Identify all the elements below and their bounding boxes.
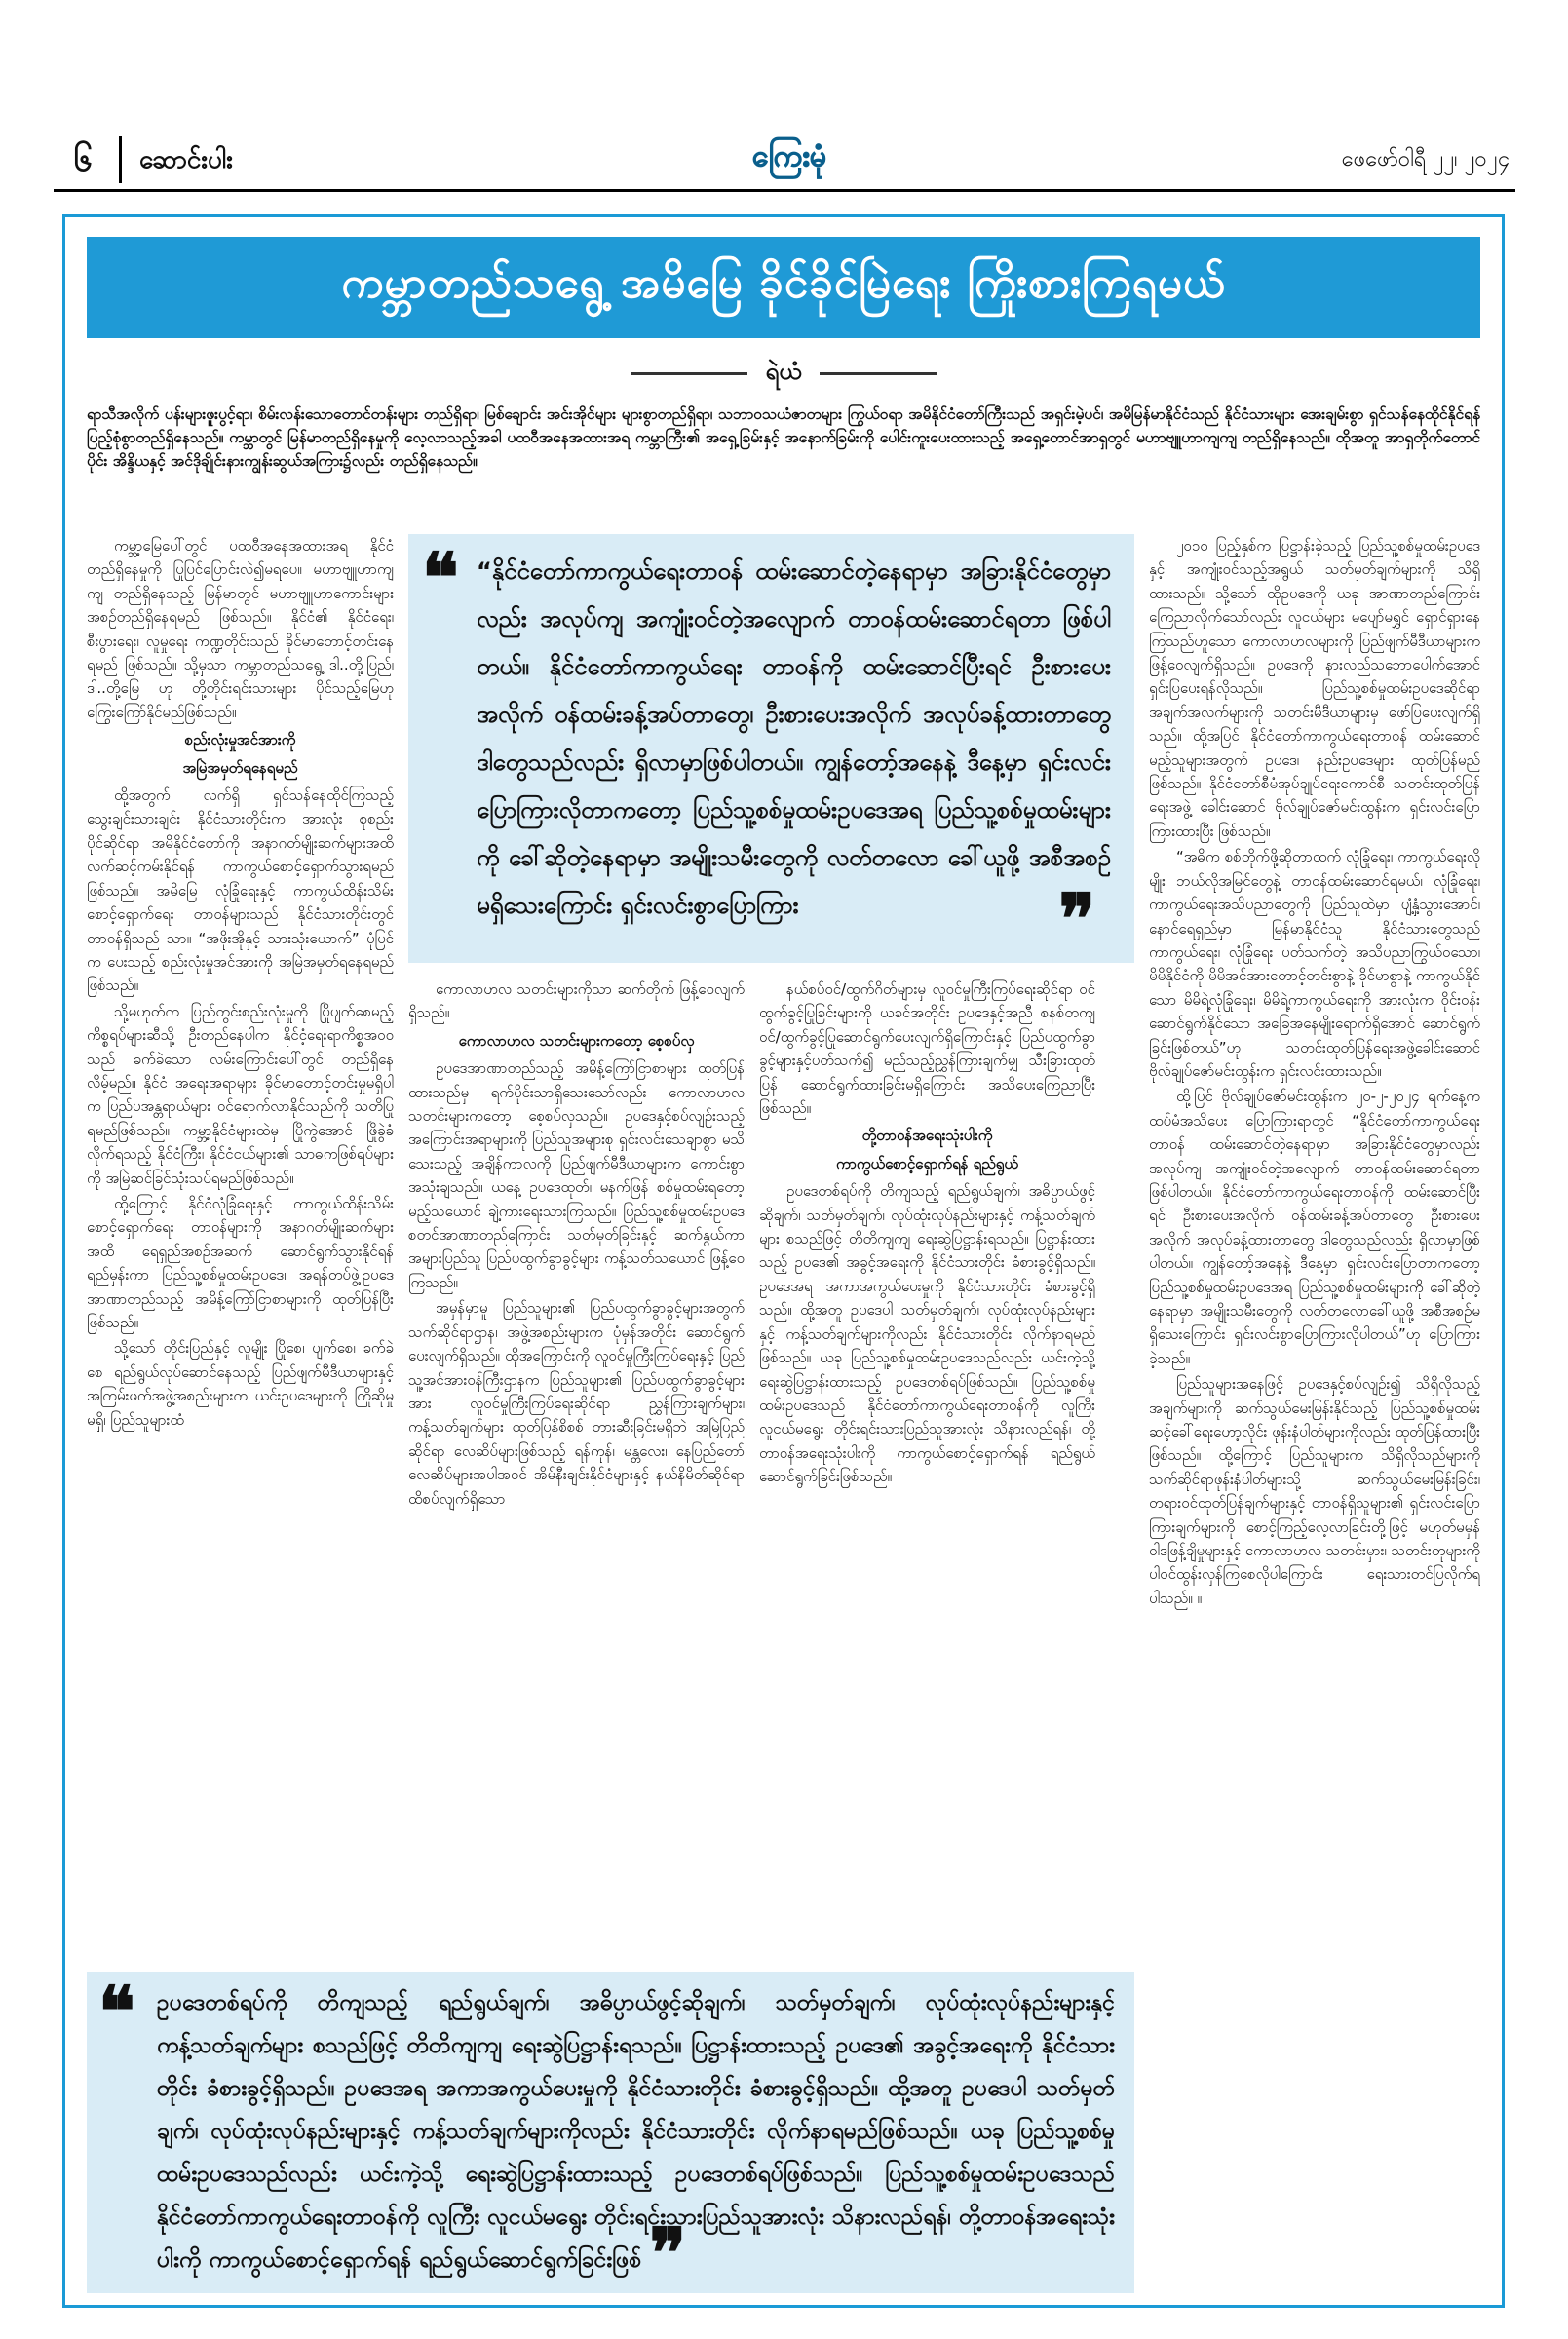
issue-date: ဖေဖော်ဝါရီ ၂၂၊ ၂၀၂၄ [1341,147,1510,172]
lede-paragraph: ရာသီအလိုက် ပန်းများဖူးပွင့်ရာ၊ စိမ်းလန်းသောတောင်တန်းများ တည်ရှိရာ၊ မြစ်ချောင်း အင်းအိုင်များ များစွာတည်ရှိရာ၊ သဘာဝသယံဇာတများ ကြွယ်ဝရာ အမိနိုင်ငံတော်ကြီးသည် အရှင်းမဲ့ပင်၊ အမိမြန်မာနိုင်ငံသည် နိုင်ငံသားများ အေးချမ်းစွာ ရှင်သန်နေထိုင်နိုင်ရန် ပြည့်စုံစွာတည်ရှိနေသည်။ ကမ္ဘာတွင် မြန်မာတည်ရှိနေမှုကို လေ့လာသည့်အခါ ပထဝီအနေအထားအရ ကမ္ဘာကြီး၏ အရှေ့ခြမ်းနှင့် အနောက်ခြမ်းကို ပေါင်းကူးပေးထားသည့် အရှေ့တောင်အာရှတွင် မဟာဗျူဟာကျကျ တည်ရှိနေသည်။ ထိုအတူ အာရှတိုက်တောင်ပိုင်း အိန္ဒိယနှင့် အင်ဒိုချိုင်းနားကျွန်းဆွယ်အကြား၌လည်း တည်ရှိနေသည်။ [87,405,1480,470]
paragraph: သို့မဟုတ်က ပြည်တွင်းစည်းလုံးမှုကို ပြိုပျက်စေမည့် ကိစ္စရပ်များဆီသို့ ဦးတည်နေပါက နိုင်ငံ့ရေးရာကိစ္စအဝဝသည် ခက်ခဲသော လမ်းကြောင်းပေါ်တွင် တည်ရှိနေလိမ့်မည်။ နိုင်ငံ အရေးအရာများ ခိုင်မာတောင့်တင်းမှုမရှိပါက ပြည်ပအန္တရာယ်များ ဝင်ရောက်လာနိုင်သည်ကို သတိပြုရမည်ဖြစ်သည်။ ကမ္ဘာ့နိုင်ငံများထဲမှ ပြိုကွဲအောင် ဖြိုခွဲခံလိုက်ရသည့် နိုင်ငံကြီး၊ နိုင်ငံငယ်များ၏ သာဓကဖြစ်ရပ်များကို အမြဲဆင်ခြင်သုံးသပ်ရမည်ဖြစ်သည်။ [87,1002,394,1187]
subheading: စည်းလုံးမှုအင်အားကို [184,731,296,749]
quote-open-icon: ❝ [422,537,459,618]
section-label: ဆောင်းပါး [119,136,250,183]
subheading: ကောလာဟလ သတင်းများကတော့ စေ့စပ်လှ [458,1031,695,1050]
byline-rule-left [631,372,747,375]
masthead-text: ကြေးမုံ [751,139,827,173]
paragraph: သို့သော် တိုင်းပြည်နှင့် လူမျိုး ပြိုစေ၊ ပျက်စေ၊ ခက်ခဲစေ ရည်ရွယ်လုပ်ဆောင်နေသည့် ပြည်ဖျက်မီဒီယာများနှင့် အကြမ်းဖက်အဖွဲ့အစည်းများက ယင်းဥပဒေများကို ကြိုဆိုမှုမရှိ၊ ပြည်သူများထံ [87,1339,394,1429]
byline [87,354,1480,393]
column-3 [759,978,1095,1962]
paragraph: ကောလာဟလ သတင်းများကိုသာ ဆက်တိုက် ဖြန့်ဝေလျက်ရှိသည်။ [408,980,745,1022]
quote-open-icon: ❝ [98,1971,135,2051]
byline-rule-right [820,372,937,375]
page-header [0,0,1568,195]
page-number: ၆ [73,140,93,179]
paragraph: ပြည်သူများအနေဖြင့် ဥပဒေနှင့်စပ်လျဉ်း၍ သိရှိလိုသည့်အချက်များကို ဆက်သွယ်မေးမြန်းနိုင်သည့် ပြည်သူ့စစ်မှုထမ်းဆင့်ခေါ်ရေးဟော့လိုင်း ဖုန်းနံပါတ်များကိုလည်း ထုတ်ပြန်ထားပြီးဖြစ်သည်။ ထို့ကြောင့် ပြည်သူများက သိရှိလိုသည်များကို သက်ဆိုင်ရာဖုန်းနံပါတ်များသို့ ဆက်သွယ်မေးမြန်းခြင်း၊ တရားဝင်ထုတ်ပြန်ချက်များနှင့် တာဝန်ရှိသူများ၏ ရှင်းလင်းပြောကြားချက်များကို စောင့်ကြည့်လေ့လာခြင်းတို့ဖြင့် မဟုတ်မမှန် ဝါဒဖြန့်ချိမှုများနှင့် ကောလာဟလ သတင်းမှား၊ သတင်းတုများကို ပါဝင်ထွန်းလှန်ကြစေလိုပါကြောင်း ရေးသားတင်ပြလိုက်ရပါသည်။ ။ [1149,1375,1480,1607]
subheading: ကာကွယ်စောင့်ရှောက်ရန် ရည်ရွယ် [836,1154,1018,1172]
author-name: ရဲယံ [765,358,802,385]
pull-quote-bottom [87,1972,1134,2293]
pull-quote-text: ဥပဒေတစ်ရပ်ကို တိကျသည့် ရည်ရွယ်ချက်၊ အဓိပ္ပာယ်ဖွင့်ဆိုချက်၊ သတ်မှတ်ချက်၊ လုပ်ထုံးလုပ်နည်းများနှင့် ကန့်သတ်ချက်များ စသည်ဖြင့် တိတိကျကျ ရေးဆွဲပြဋ္ဌာန်းရသည်။ ပြဋ္ဌာန်းထားသည့် ဥပဒေ၏ အခွင့်အရေးကို နိုင်ငံသားတိုင်း ခံစားခွင့်ရှိသည်။ ဥပဒေအရ အကာအကွယ်ပေးမှုကို နိုင်ငံသားတိုင်း ခံစားခွင့်ရှိသည်။ ထို့အတူ ဥပဒေပါ သတ်မှတ်ချက်၊ လုပ်ထုံးလုပ်နည်းများနှင့် ကန့်သတ်ချက်များကိုလည်း နိုင်ငံသားတိုင်း လိုက်နာရမည်ဖြစ်သည်။ ယခု ပြည်သူ့စစ်မှုထမ်းဥပဒေသည်လည်း ယင်းကဲ့သို့ ရေးဆွဲပြဋ္ဌာန်းထားသည့် ဥပဒေတစ်ရပ်ဖြစ်သည်။ ပြည်သူ့စစ်မှုထမ်းဥပဒေသည် နိုင်ငံတော်ကာကွယ်ရေးတာဝန်ကို လူကြီး လူငယ်မရွေး တိုင်းရင်းသားပြည်သူအားလုံး သိနားလည်ရန်၊ တို့တာဝန်အရေးသုံးပါးကို ကာကွယ်စောင့်ရှောက်ရန် ရည်ရွယ်ဆောင်ရွက်ခြင်းဖြစ် [157,1990,1115,2273]
quote-close-icon: ❞ [649,2212,686,2293]
paragraph: နယ်စပ်ဝင်/ထွက်ဂိတ်များမှ လူဝင်မှုကြီးကြပ်ရေးဆိုင်ရာ ဝင်ထွက်ခွင့်ပြုခြင်းများကို ယခင်အတိုင်း ဥပဒေနှင့်အညီ စနစ်တကျ ဝင်/ထွက်ခွင့်ပြုဆောင်ရွက်ပေးလျက်ရှိကြောင်းနှင့် ပြည်ပထွက်ခွာခွင့်များနှင့်ပတ်သက်၍ မည်သည့်ညွှန်ကြားချက်မျှ သီးခြားထုတ်ပြန် ဆောင်ရွက်ထားခြင်းမရှိကြောင်း အသိပေးကြေညာပြီးဖြစ်သည်။ [759,980,1095,1118]
paragraph: ထို့ပြင် ဗိုလ်ချုပ်ဇော်မင်းထွန်းက ၂၀-၂-၂၀၂၄ ရက်နေ့က ထပ်မံအသိပေး ပြောကြားရာတွင် “နိုင်ငံတော်ကာကွယ်ရေးတာဝန် ထမ်းဆောင်တဲ့နေရာမှာ အခြားနိုင်ငံတွေမှာလည်း အလုပ်ကျ အကျုံးဝင်တဲ့အလျောက် တာဝန်ထမ်းဆောင်ရတာ ဖြစ်ပါတယ်။ နိုင်ငံတော်ကာကွယ်ရေးတာဝန်ကို ထမ်းဆောင်ပြီးရင် ဦးစားပေးအလိုက် ဝန်ထမ်းခန့်အပ်တာတွေ ဦးစားပေးအလိုက် အလုပ်ခန့်ထားတာတွေ ဒါတွေသည်လည်း ရှိလာမှာဖြစ်ပါတယ်။ ကျွန်တော့်အနေနဲ့ ဒီနေ့မှာ ရှင်းလင်းပြောတာကတော့ ပြည်သူ့စစ်မှုထမ်းဥပဒေအရ ပြည်သူ့စစ်မှုထမ်းများကို ခေါ်ဆိုတဲ့နေရာမှာ အမျိုးသမီးတွေကို လတ်တလောခေါ်ယူဖို့ အစီအစဉ်မရှိသေးကြောင်း ရှင်းလင်းစွာပြောကြားလိုပါတယ်”ဟု ပြောကြားခဲ့သည်။ [1149,1088,1480,1367]
paragraph: ကမ္ဘာ့မြေပေါ်တွင် ပထဝီအနေအထားအရ နိုင်ငံတည်ရှိနေမှုကို ပြုပြင်ပြောင်းလဲ၍မရပေ။ မဟာဗျူဟာကျကျ တည်ရှိနေသည့် မြန်မာတွင် မဟာဗျူဟာကောင်းများ အစဉ်တည်ရှိနေရမည် ဖြစ်သည်။ နိုင်ငံ၏ နိုင်ငံရေး၊ စီးပွားရေး၊ လူမှုရေး ကဏ္ဍတိုင်းသည် ခိုင်မာတောင့်တင်းနေရမည် ဖြစ်သည်။ သို့မှသာ ကမ္ဘာတည်သရွေ့ ဒါ..တို့ပြည်၊ ဒါ..တို့မြေ ဟု တို့တိုင်းရင်းသားများ ပိုင်သည့်မြေဟု ကြွေးကြော်နိုင်မည်ဖြစ်သည်။ [87,537,394,721]
column-2 [408,978,745,1962]
masthead-logo [721,115,858,193]
header-rule [54,189,1515,192]
pull-quote-top [408,534,1134,963]
column-4 [1149,534,1480,2298]
paragraph: ဥပဒေအာဏာတည်သည့် အမိန့်ကြော်ငြာစာများ ထုတ်ပြန်ထားသည်မှ ရက်ပိုင်းသာရှိသေးသော်လည်း ကောလာဟလ သတင်းများကတော့ စေ့စပ်လှသည်။ ဥပဒေနှင့်စပ်လျဉ်းသည့် အကြောင်းအရာများကို ပြည်သူအများစု ရှင်းလင်းသေချာစွာ မသိသေးသည့် အချိန်ကာလကို ပြည်ဖျက်မီဒီယာများက ကောင်းစွာအသုံးချသည်။ ယနေ့ ဥပဒေထုတ်၊ မနက်ဖြန် စစ်မှုထမ်းရတော့မည့်သယောင် ချဲ့ကားရေးသားကြသည်။ ပြည်သူ့စစ်မှုထမ်းဥပဒေစတင်အာဏာတည်ကြောင်း သတ်မှတ်ခြင်းနှင့် ဆက်နွယ်ကာ အများပြည်သူ ပြည်ပထွက်ခွာခွင့်များ ကန့်သတ်သယောင် ဖြန့်ဝေကြသည်။ [408,1059,745,1291]
column-1 [87,534,394,1962]
subheading: အမြဲအမှတ်ရနေရမည် [182,758,298,777]
pull-quote-text: “နိုင်ငံတော်ကာကွယ်ရေးတာဝန် ထမ်းဆောင်တဲ့နေရာမှာ အခြားနိုင်ငံတွေမှာလည်း အလုပ်ကျ အကျုံးဝင်တဲ့အလျောက် တာဝန်ထမ်းဆောင်ရတာ ဖြစ်ပါတယ်။ နိုင်ငံတော်ကာကွယ်ရေး တာဝန်ကို ထမ်းဆောင်ပြီးရင် ဦးစားပေးအလိုက် ဝန်ထမ်းခန့်အပ်တာတွေ၊ ဦးစားပေးအလိုက် အလုပ်ခန့်ထားတာတွေ ဒါတွေသည်လည်း ရှိလာမှာဖြစ်ပါတယ်။ ကျွန်တော့်အနေနဲ့ ဒီနေ့မှာ ရှင်းလင်းပြောကြားလိုတာကတော့ ပြည်သူ့စစ်မှုထမ်းဥပဒေအရ ပြည်သူ့စစ်မှုထမ်းများကို ခေါ်ဆိုတဲ့နေရာမှာ အမျိုးသမီးတွေကို လတ်တလော ခေါ်ယူဖို့ အစီအစဉ်မရှိသေးကြောင်း ရှင်းလင်းစွာပြောကြား [477,557,1111,919]
quote-close-icon: ❞ [1058,878,1095,959]
paragraph: အမှန်မှာမူ ပြည်သူများ၏ ပြည်ပထွက်ခွာခွင့်များအတွက် သက်ဆိုင်ရာဌာန၊ အဖွဲ့အစည်းများက ပုံမှန်အတိုင်း ဆောင်ရွက်ပေးလျက်ရှိသည်။ ထိုအကြောင်းကို လူဝင်မှုကြီးကြပ်ရေးနှင့် ပြည်သူ့အင်အားဝန်ကြီးဌာနက ပြည်သူများ၏ ပြည်ပထွက်ခွာခွင့်များအား လူဝင်မှုကြီးကြပ်ရေးဆိုင်ရာ ညွှန်ကြားချက်များ၊ ကန့်သတ်ချက်များ ထုတ်ပြန်စိစစ် တားဆီးခြင်းမရှိဘဲ အမြဲပြည်ဆိုင်ရာ လေဆိပ်များဖြစ်သည့် ရန်ကုန်၊ မန္တလေး၊ နေပြည်တော်လေဆိပ်များအပါအဝင် အိမ်နီးချင်းနိုင်ငံများနှင့် နယ်နိမိတ်ဆိုင်ရာ ထိစပ်လျက်ရှိသော [408,1299,745,1508]
paragraph: ထို့အတွက် လက်ရှိ ရှင်သန်နေထိုင်ကြသည့် သွေးချင်းသားချင်း နိုင်ငံသားတိုင်းက အားလုံး စုစည်းပိုင်ဆိုင်ရာ အမိနိုင်ငံတော်ကို အနာဂတ်မျိုးဆက်များအထိ လက်ဆင့်ကမ်းနိုင်ရန် ကာကွယ်စောင့်ရှောက်သွားရမည် ဖြစ်သည်။ အမိမြေ လုံခြုံရေးနှင့် ကာကွယ်ထိန်းသိမ်းစောင့်ရှောက်ရေး တာဝန်များသည် နိုင်ငံသားတိုင်းတွင် တာဝန်ရှိသည် သာ။ “အဖိုးအိုနှင့် သားသုံးယောက်” ပုံပြင်က ပေးသည့် စည်းလုံးမှုအင်အားကို အမြဲအမှတ်ရနေရမည်ဖြစ်သည်။ [87,786,394,995]
headline-band [87,237,1480,338]
subheading: တို့တာဝန်အရေးသုံးပါးကို [861,1127,993,1145]
paragraph: ထို့ကြောင့် နိုင်ငံလုံခြုံရေးနှင့် ကာကွယ်ထိန်းသိမ်းစောင့်ရှောက်ရေး တာဝန်များကို အနာဂတ်မျိုးဆက်များအထိ ရေရှည်အစဉ်အဆက် ဆောင်ရွက်သွားနိုင်ရန် ရည်မှန်းကာ ပြည်သူ့စစ်မှုထမ်းဥပဒေ၊ အရန်တပ်ဖွဲ့ဥပဒေ အာဏာတည်သည့် အမိန့်ကြော်ငြာစာများကို ထုတ်ပြန်ပြီးဖြစ်သည်။ [87,1194,394,1331]
article-frame [62,214,1505,2308]
masthead-logo-icon [721,115,858,193]
paragraph: ဥပဒေတစ်ရပ်ကို တိကျသည့် ရည်ရွယ်ချက်၊ အဓိပ္ပာယ်ဖွင့်ဆိုချက်၊ သတ်မှတ်ချက်၊ လုပ်ထုံးလုပ်နည်းများနှင့် ကန့်သတ်ချက်များ စသည်ဖြင့် တိတိကျကျ ရေးဆွဲပြဋ္ဌာန်းရသည်။ ပြဋ္ဌာန်းထားသည့် ဥပဒေ၏ အခွင့်အရေးကို နိုင်ငံသားတိုင်း ခံစားခွင့်ရှိသည်။ ဥပဒေအရ အကာအကွယ်ပေးမှုကို နိုင်ငံသားတိုင်း ခံစားခွင့်ရှိသည်။ ထို့အတူ ဥပဒေပါ သတ်မှတ်ချက်၊ လုပ်ထုံးလုပ်နည်းများနှင့် ကန့်သတ်ချက်များကိုလည်း နိုင်ငံသားတိုင်း လိုက်နာရမည်ဖြစ်သည်။ ယခု ပြည်သူ့စစ်မှုထမ်းဥပဒေသည်လည်း ယင်းကဲ့သို့ ရေးဆွဲပြဋ္ဌာန်းထားသည့် ဥပဒေတစ်ရပ်ဖြစ်သည်။ ပြည်သူ့စစ်မှုထမ်းဥပဒေသည် နိုင်ငံတော်ကာကွယ်ရေးတာဝန်ကို လူကြီး လူငယ်မရွေး တိုင်းရင်းသားပြည်သူအားလုံး သိနားလည်ရန်၊ တို့တာဝန်အရေးသုံးပါးကို ကာကွယ်စောင့်ရှောက်ရန် ရည်ရွယ်ဆောင်ရွက်ခြင်းဖြစ်သည်။ [759,1182,1095,1486]
paragraph: “အဓိက စစ်တိုက်ဖို့ဆိုတာထက် လုံခြုံရေး၊ ကာကွယ်ရေးလိုမျိုး ဘယ်လိုအမြင်တွေနဲ့ တာဝန်ထမ်းဆောင်ရမယ်၊ လုံခြုံရေး၊ ကာကွယ်ရေးအသိပညာတွေကို ပြည်သူထဲမှာ ပျံ့နှံ့သွားအောင်၊ နောင်ရေရှည်မှာ မြန်မာနိုင်ငံသူ နိုင်ငံသားတွေသည် ကာကွယ်ရေး၊ လုံခြုံရေး ပတ်သက်တဲ့ အသိပညာကြွယ်ဝသော၊ မိမိနိုင်ငံကို မိမိအင်အားတောင့်တင်းစွာနဲ့ ခိုင်မာစွာနဲ့ ကာကွယ်နိုင်သော မိမိရဲ့လုံခြုံရေး၊ မိမိရဲ့ကာကွယ်ရေးကို အားလုံးက ဝိုင်းဝန်းဆောင်ရွက်နိုင်သော အခြေအနေမျိုးရောက်ရှိအောင် ဆောင်ရွက်ခြင်းဖြစ်တယ်”ဟု သတင်းထုတ်ပြန်ရေးအဖွဲ့ခေါင်းဆောင် ဗိုလ်ချုပ်ဇော်မင်းထွန်းက ရှင်းလင်းထားသည်။ [1149,848,1480,1080]
paragraph: ၂၀၁၀ ပြည့်နှစ်က ပြဋ္ဌာန်းခဲ့သည့် ပြည်သူ့စစ်မှုထမ်းဥပဒေနှင့် အကျုံးဝင်သည့်အရွယ် သတ်မှတ်ချက်များကို သိရှိထားသည်။ သို့သော် ထိုဥပဒေကို ယခု အာဏာတည်ကြောင်း ကြေညာလိုက်သော်လည်း လူငယ်များ မပျော်မရွှင် ရှောင်ရှားနေကြသည်ဟူသော ကောလာဟလများကို ပြည်ဖျက်မီဒီယာများက ဖြန့်ဝေလျက်ရှိသည်။ ဥပဒေကို နားလည်သဘောပေါက်အောင် ရှင်းပြပေးရန်လိုသည်။ ပြည်သူ့စစ်မှုထမ်းဥပဒေဆိုင်ရာ အချက်အလက်များကို သတင်းမီဒီယာများမှ ဖော်ပြပေးလျက်ရှိသည်။ ထို့အပြင် နိုင်ငံတော်ကာကွယ်ရေးတာဝန် ထမ်းဆောင်မည့်သူများအတွက် ဥပဒေ၊ နည်းဥပဒေများ ထုတ်ပြန်မည်ဖြစ်သည်။ နိုင်ငံတော်စီမံအုပ်ချုပ်ရေးကောင်စီ သတင်းထုတ်ပြန်ရေးအဖွဲ့ ခေါင်းဆောင် ဗိုလ်ချုပ်ဇော်မင်းထွန်းက ရှင်းလင်းပြောကြားထားပြီး ဖြစ်သည်။ [1149,537,1480,840]
headline: ကမ္ဘာတည်သရွေ့ အမိမြေ ခိုင်ခိုင်မြဲရေး ကြိုးစားကြရမယ် [341,258,1226,308]
